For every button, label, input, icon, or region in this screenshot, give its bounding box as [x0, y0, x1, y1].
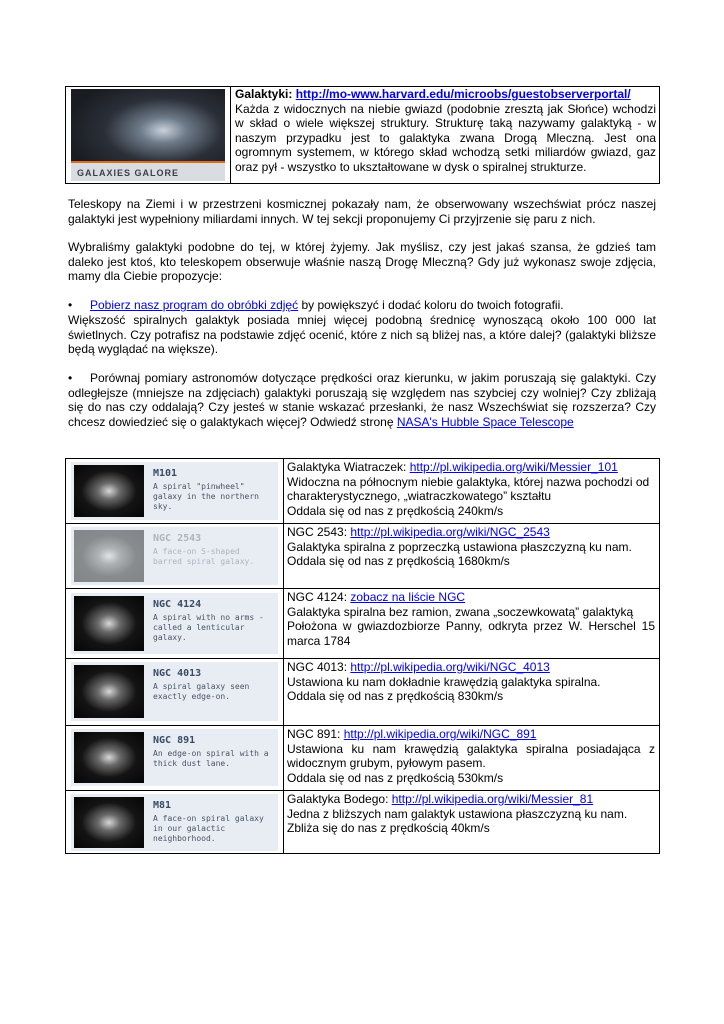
galaxy-image-ngc4013 — [71, 662, 278, 721]
paragraph-telescopes: Teleskopy na Ziemi i w przestrzeni kosmicznej pokazały nam, że obserwowany wszechświat prócz naszej galaktyki jest wypełniony miliardami innych. W tej sekcji proponujemy Ci przyjrzenie się paru z nich. — [68, 197, 656, 226]
galaxy-description: Ustawiona ku nam krawędzią galaktyka spiralna posiadająca z widocznym grubym, pyłowym pasem. — [287, 741, 655, 771]
galaxy-label: Galaktyka Bodego: — [287, 792, 392, 806]
galaxy-velocity: Zbliża się do nas z prędkością 40km/s — [287, 821, 490, 836]
row-divider — [66, 790, 659, 791]
galaxy-image-desc: A face-on spiral galaxy in our galactic neighborhood. — [153, 814, 264, 843]
paragraph-chosen-galaxies: Wybraliśmy galaktyki podobne do tej, w której żyjemy. Jak myślisz, czy jest jakaś szansa, że gdzieś tam daleko jest ktoś, kto teleskopem obserwuje właśnie naszą Drogę Mleczną? Gdy już wykonasz swoje zdjęcia, mamy dla Ciebie propozycje: — [68, 240, 656, 284]
galaxy-label: Galaktyka Wiatraczek: — [287, 460, 410, 474]
galaxy-label: NGC 2543: — [287, 525, 351, 539]
bullet-item-software — [68, 298, 656, 313]
bullet-icon: • — [68, 371, 73, 385]
galaxy-info-ngc4124 — [287, 590, 655, 648]
galaxy-velocity: Oddala się od nas z prędkością 830km/s — [287, 689, 504, 704]
bullet-compare-text: Porównaj pomiary astronomów dotyczące prędkości oraz kierunku, w jakim poruszają się galaktyki. Czy odległejsze (mniejsze na zdjęciach) galaktyki poruszają się względem nas szybciej czy wolniej? Czy zbliżają się do nas czy oddalają? Czy jesteś w stanie wskazać przesłanki, że nasz Wszechświat się rozszerza? Czy chcesz dowiedzieć się o galaktykach więcej? Odwiedź stronę — [68, 371, 656, 429]
galaxy-image-name: NGC 2543 — [153, 533, 202, 544]
galaxies-galore-image — [71, 89, 225, 181]
download-software-link[interactable]: Pobierz nasz program do obróbki zdjęć — [90, 298, 299, 312]
galaxy-photo — [74, 732, 144, 783]
intro-table — [65, 86, 660, 184]
hubble-link[interactable]: NASA's Hubble Space Telescope — [396, 414, 574, 429]
galaxy-image-desc: An edge-on spiral with a thick dust lane. — [153, 749, 269, 768]
galaxy-velocity: Oddala się od nas z prędkością 1680km/s — [287, 554, 510, 569]
galaxy-image-desc: A spiral with no arms - called a lenticular galaxy. — [153, 613, 264, 642]
row-divider — [66, 523, 659, 524]
galaxy-image-name: M101 — [153, 468, 178, 479]
galaxy-image-ngc891 — [71, 729, 278, 786]
galaxy-description: Galaktyka spiralna bez ramion, zwana „soczewkowatą” galaktyką — [287, 604, 634, 619]
bullet-software-text: by powiększyć i dodać koloru do twoich fotografii. — [298, 298, 564, 312]
image-caption-band — [71, 161, 225, 181]
galaxy-link[interactable]: http://pl.wikipedia.org/wiki/Messier_101 — [409, 460, 618, 474]
galaxy-velocity: Oddala się od nas z prędkością 530km/s — [287, 770, 504, 785]
galaxy-label: NGC 4124: — [287, 590, 351, 604]
galaxy-info-ngc891 — [287, 727, 655, 785]
table-divider — [283, 459, 284, 853]
galaxy-image-name: NGC 4013 — [153, 668, 202, 679]
galaxy-label: NGC 4013: — [287, 660, 351, 674]
row-divider — [66, 725, 659, 726]
galaxy-photo — [74, 465, 144, 517]
galaxy-image-m101 — [71, 462, 278, 520]
table-divider — [230, 87, 231, 183]
galaxy-image-name: NGC 891 — [153, 735, 196, 746]
intro-title: Galaktyki: — [235, 87, 293, 101]
galaxy-link[interactable]: http://pl.wikipedia.org/wiki/NGC_2543 — [350, 525, 550, 539]
galaxy-image-ngc2543 — [71, 527, 278, 585]
image-caption: GALAXIES GALORE — [77, 168, 180, 178]
galaxy-info-ngc4013 — [287, 660, 655, 704]
galaxy-photo — [74, 797, 144, 848]
galaxy-table — [65, 458, 660, 854]
galaxy-image-desc: A face-on S-shaped barred spiral galaxy. — [153, 547, 255, 566]
galaxy-description: Ustawiona ku nam dokładnie krawędzią galaktyka spiralna. — [287, 674, 601, 689]
intro-text-cell — [235, 87, 656, 175]
galaxy-image-desc: A spiral "pinwheel" galaxy in the northern sky. — [153, 482, 259, 511]
galaxy-label: NGC 891: — [287, 727, 344, 741]
row-divider — [66, 588, 659, 589]
galaxy-location: Położona w gwiazdozbiorze Panny, odkryta przez W. Herschel 15 marca 1784 — [287, 619, 655, 648]
galaxy-description: Jedna z bliższych nam galaktyk ustawiona płaszczyzną ku nam. — [287, 806, 628, 821]
galaxy-link[interactable]: http://pl.wikipedia.org/wiki/Messier_81 — [391, 792, 594, 806]
galaxy-image-desc: A spiral galaxy seen exactly edge-on. — [153, 682, 250, 701]
galaxy-description: Galaktyka spiralna z poprzeczką ustawiona płaszczyzną ku nam. — [287, 539, 632, 554]
galaxy-photo — [74, 665, 144, 718]
row-divider — [66, 658, 659, 659]
galaxy-photo — [74, 596, 144, 651]
galaxy-image-name: M81 — [153, 800, 172, 811]
bullet-item-compare — [68, 371, 656, 429]
galaxy-link[interactable]: http://pl.wikipedia.org/wiki/NGC_891 — [343, 727, 537, 741]
galaxy-info-ngc2543 — [287, 525, 655, 569]
galaxy-image-m81 — [71, 794, 278, 851]
galaxy-link[interactable]: zobacz na liście NGC — [350, 590, 466, 604]
galaxy-info-m101 — [287, 460, 655, 518]
galaxy-description: Widoczna na północnym niebie galaktyka, której nazwa pochodzi od charakterystycznego, „wiatraczkowatego” kształtu — [287, 474, 650, 504]
galaxy-link[interactable]: http://pl.wikipedia.org/wiki/NGC_4013 — [350, 660, 550, 674]
bullet-icon: • — [68, 298, 73, 312]
galaxy-image-ngc4124 — [71, 593, 278, 654]
galaxy-velocity: Oddala się od nas z prędkością 240km/s — [287, 503, 504, 518]
galaxy-image-name: NGC 4124 — [153, 599, 202, 610]
galaxy-info-m81 — [287, 792, 655, 836]
paragraph-diameter: Większość spiralnych galaktyk posiada mniej więcej podobną średnicę wynoszącą około 100 000 lat świetlnych. Czy potrafisz na podstawie zdjęć ocenić, które z nich są bliżej nas, a które dalej? (galaktyki bliższe będą wyglądać na większe). — [68, 313, 656, 357]
intro-text: Każda z widocznych na niebie gwiazd (podobnie zresztą jak Słońce) wchodzi w skład o wiele większej struktury. Strukturę taką nazywamy galaktyką - w naszym przypadku jest to galaktyka zwana Drogą Mleczną. Jest ona ogromnym systemem, w którego skład wchodzą setki miliardów gwiazd, gaz oraz pył - wszystko to ukształtowane w dysk o spiralnej strukturze. — [235, 101, 656, 174]
galaxy-photo — [74, 530, 144, 582]
intro-title-link[interactable]: http://mo-www.harvard.edu/microobs/guestobserverportal/ — [295, 87, 631, 101]
